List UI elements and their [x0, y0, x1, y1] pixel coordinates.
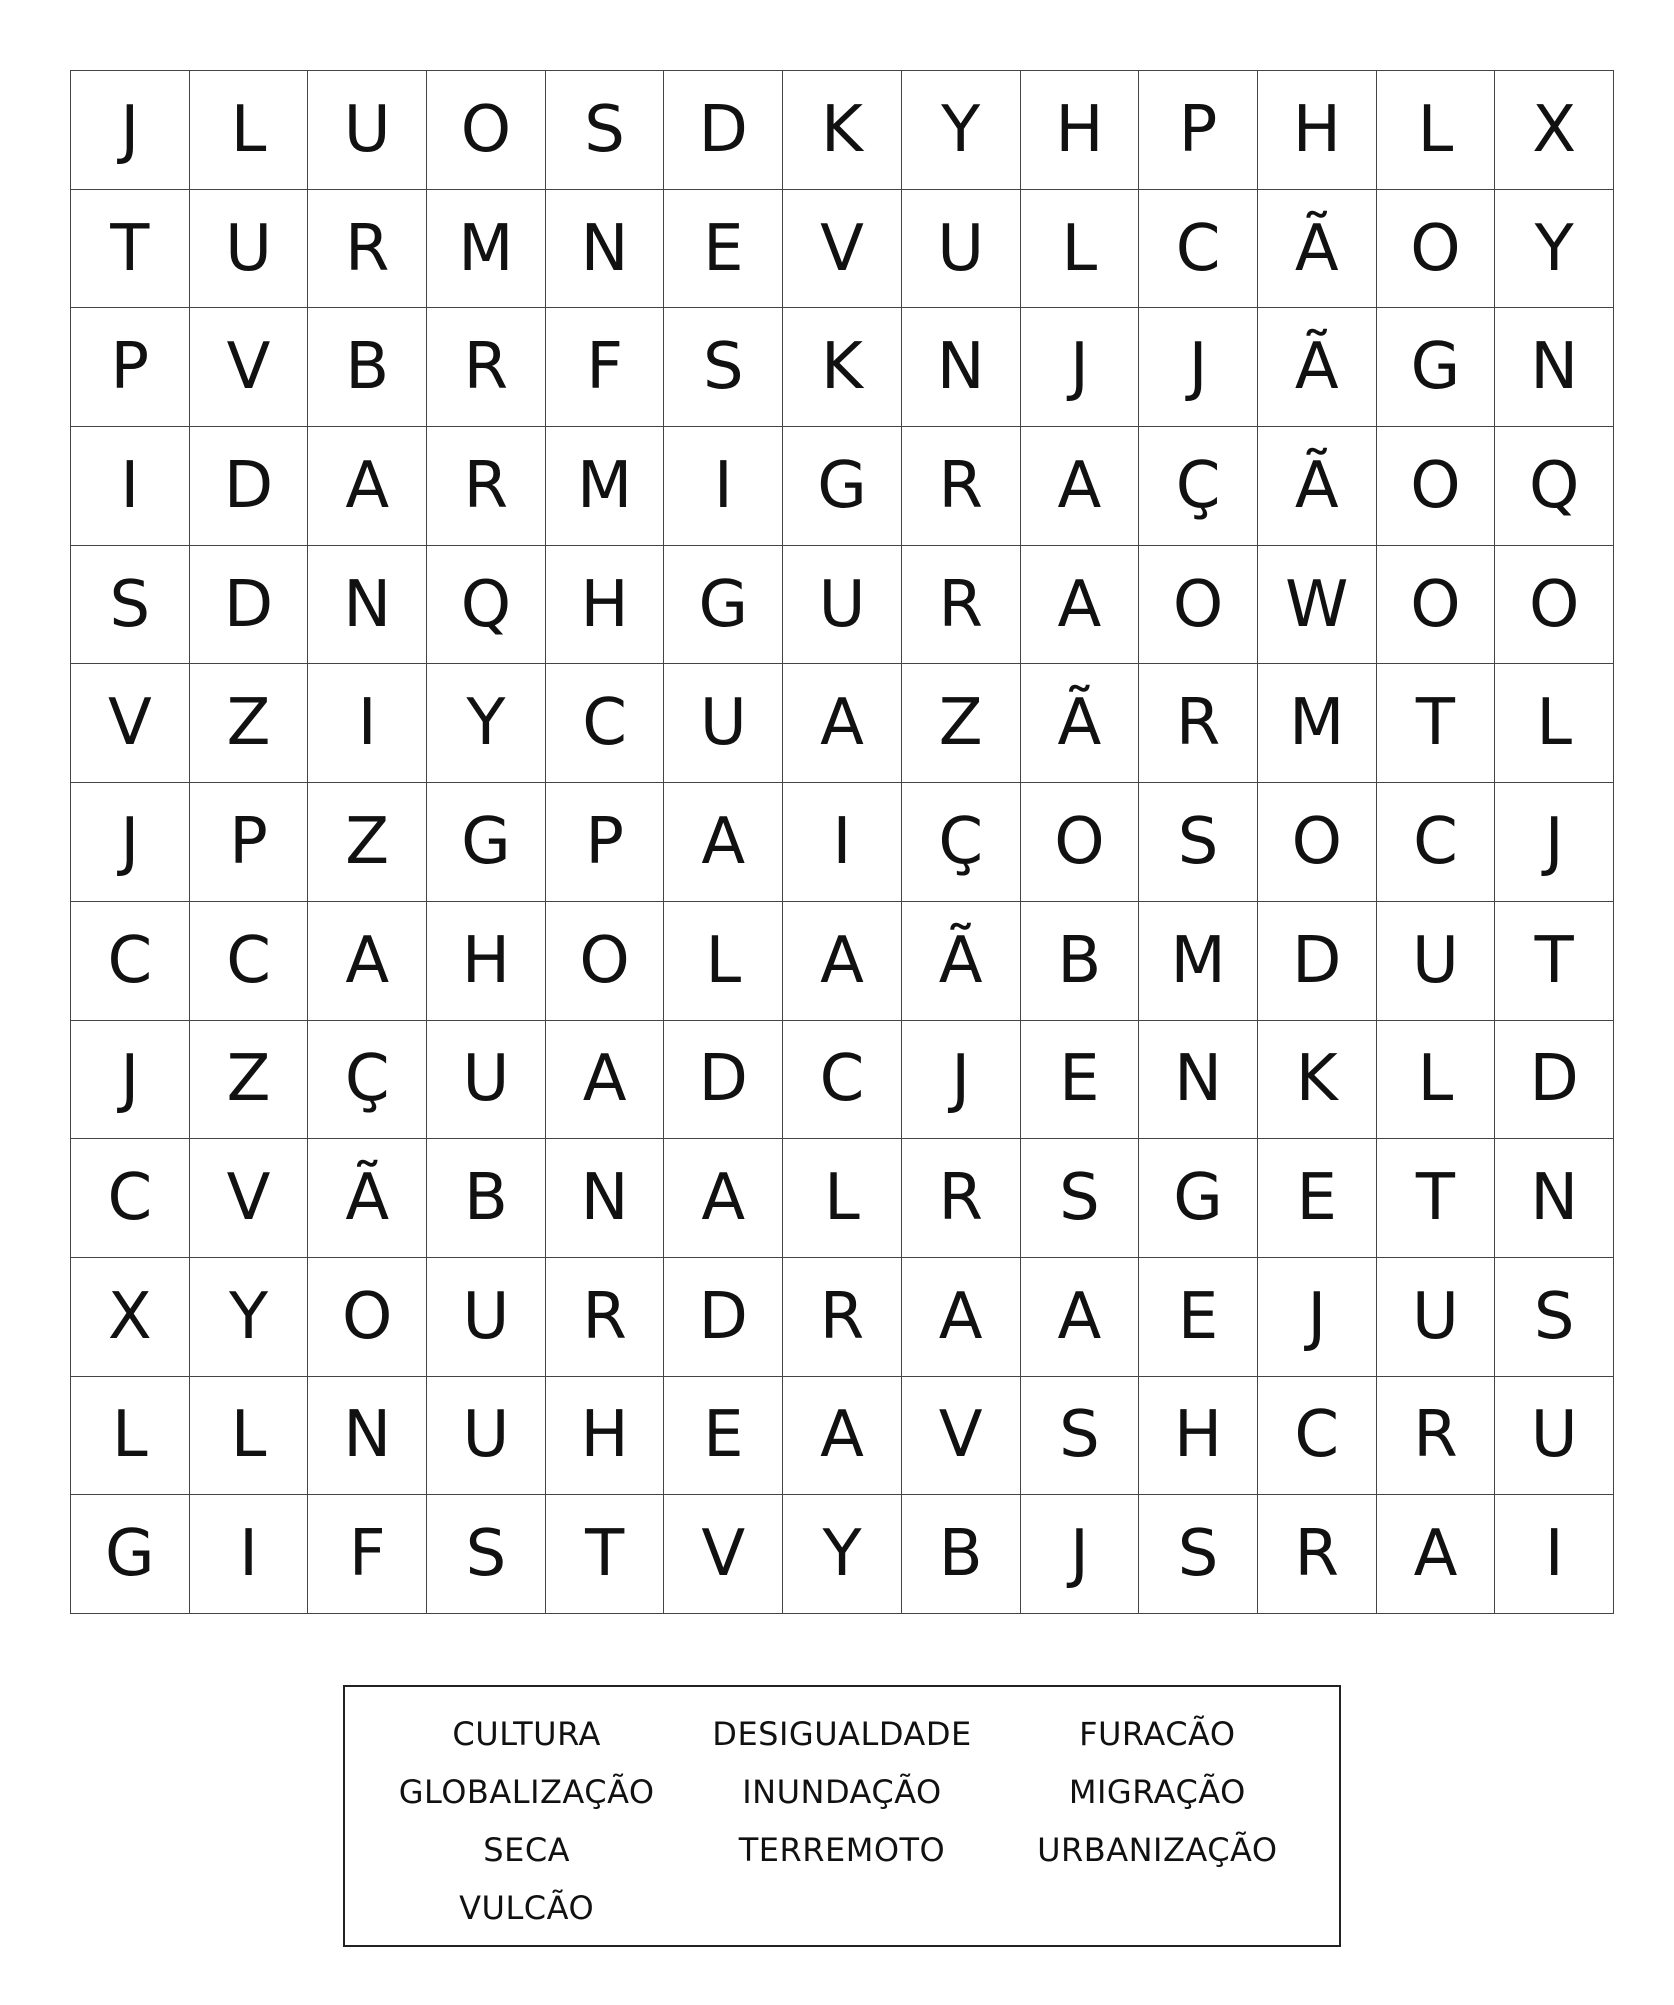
grid-cell[interactable]: Ã [308, 1139, 427, 1258]
grid-cell[interactable]: D [1495, 1021, 1614, 1140]
word-list-item: SECA [483, 1831, 571, 1869]
grid-cell[interactable]: Z [190, 1021, 309, 1140]
grid-cell[interactable]: L [190, 71, 309, 190]
grid-cell[interactable]: H [1139, 1377, 1258, 1496]
grid-cell[interactable]: S [546, 71, 665, 190]
grid-cell[interactable]: J [1021, 308, 1140, 427]
grid-cell[interactable]: N [308, 1377, 427, 1496]
grid-cell[interactable]: A [308, 902, 427, 1021]
grid-cell[interactable]: P [71, 308, 190, 427]
grid-cell[interactable]: U [902, 190, 1021, 309]
grid-cell[interactable]: A [902, 1258, 1021, 1377]
grid-cell[interactable]: W [1258, 546, 1377, 665]
grid-cell[interactable]: O [1139, 546, 1258, 665]
grid-cell[interactable]: K [1258, 1021, 1377, 1140]
grid-cell[interactable]: S [427, 1495, 546, 1614]
grid-cell[interactable]: N [546, 190, 665, 309]
grid-cell[interactable]: S [1495, 1258, 1614, 1377]
grid-cell[interactable]: L [1495, 664, 1614, 783]
grid-cell[interactable]: N [1495, 308, 1614, 427]
grid-cell[interactable]: P [1139, 71, 1258, 190]
grid-cell[interactable]: Ã [1021, 664, 1140, 783]
grid-cell[interactable]: A [1021, 427, 1140, 546]
grid-cell[interactable]: A [546, 1021, 665, 1140]
grid-cell[interactable]: S [71, 546, 190, 665]
grid-cell[interactable]: Ç [1139, 427, 1258, 546]
grid-cell[interactable]: R [1139, 664, 1258, 783]
grid-cell[interactable]: I [1495, 1495, 1614, 1614]
word-list-item: URBANIZAÇÃO [1037, 1831, 1278, 1869]
grid-cell[interactable]: E [1021, 1021, 1140, 1140]
grid-cell[interactable]: D [190, 427, 309, 546]
grid-cell[interactable]: U [427, 1021, 546, 1140]
grid-cell[interactable]: R [902, 1139, 1021, 1258]
grid-cell[interactable]: D [664, 1258, 783, 1377]
grid-cell[interactable]: O [1495, 546, 1614, 665]
grid-cell[interactable]: U [427, 1258, 546, 1377]
grid-cell[interactable]: V [783, 190, 902, 309]
grid-cell[interactable]: G [664, 546, 783, 665]
grid-cell[interactable]: M [427, 190, 546, 309]
grid-cell[interactable]: C [783, 1021, 902, 1140]
grid-cell[interactable]: J [71, 783, 190, 902]
grid-cell[interactable]: L [783, 1139, 902, 1258]
grid-cell[interactable]: O [1377, 427, 1496, 546]
grid-cell[interactable]: R [902, 546, 1021, 665]
grid-cell[interactable]: Q [427, 546, 546, 665]
grid-cell[interactable]: Ã [902, 902, 1021, 1021]
grid-cell[interactable]: R [546, 1258, 665, 1377]
grid-cell[interactable]: I [783, 783, 902, 902]
grid-cell[interactable]: Ã [1258, 308, 1377, 427]
grid-cell[interactable]: Y [427, 664, 546, 783]
grid-cell[interactable]: R [1258, 1495, 1377, 1614]
grid-cell[interactable]: Z [902, 664, 1021, 783]
grid-cell[interactable]: C [1139, 190, 1258, 309]
grid-cell[interactable]: Y [783, 1495, 902, 1614]
grid-cell[interactable]: G [1377, 308, 1496, 427]
grid-cell[interactable]: N [1139, 1021, 1258, 1140]
grid-cell[interactable]: T [546, 1495, 665, 1614]
grid-cell[interactable]: V [190, 1139, 309, 1258]
grid-cell[interactable]: S [1021, 1139, 1140, 1258]
grid-cell[interactable]: C [546, 664, 665, 783]
grid-cell[interactable]: O [1258, 783, 1377, 902]
grid-cell[interactable]: T [1495, 902, 1614, 1021]
grid-cell[interactable]: I [664, 427, 783, 546]
grid-cell[interactable]: Z [190, 664, 309, 783]
grid-cell[interactable]: C [1377, 783, 1496, 902]
grid-cell[interactable]: D [1258, 902, 1377, 1021]
grid-cell[interactable]: C [71, 1139, 190, 1258]
grid-cell[interactable]: F [308, 1495, 427, 1614]
grid-cell[interactable]: A [783, 664, 902, 783]
grid-cell[interactable]: D [664, 1021, 783, 1140]
word-list-item: MIGRAÇÃO [1068, 1773, 1246, 1811]
grid-cell[interactable]: O [308, 1258, 427, 1377]
grid-cell[interactable]: H [546, 1377, 665, 1496]
word-list-item: DESIGUALDADE [712, 1715, 972, 1753]
grid-cell[interactable]: G [783, 427, 902, 546]
grid-cell[interactable]: T [1377, 664, 1496, 783]
word-search-grid [70, 70, 1614, 1614]
word-list-item: VULCÃO [459, 1889, 595, 1927]
grid-cell[interactable]: Ã [1258, 427, 1377, 546]
grid-cell[interactable]: E [1139, 1258, 1258, 1377]
grid-cell[interactable]: H [1258, 71, 1377, 190]
grid-cell[interactable]: O [1377, 546, 1496, 665]
word-list-item: TERREMOTO [738, 1831, 946, 1869]
grid-cell[interactable]: V [190, 308, 309, 427]
grid-cell[interactable]: F [546, 308, 665, 427]
grid-cell[interactable]: H [546, 546, 665, 665]
grid-cell[interactable]: E [1258, 1139, 1377, 1258]
grid-cell[interactable]: G [71, 1495, 190, 1614]
grid-cell[interactable]: U [1377, 1258, 1496, 1377]
grid-cell[interactable]: K [783, 308, 902, 427]
grid-cell[interactable]: K [783, 71, 902, 190]
grid-cell[interactable]: R [427, 427, 546, 546]
grid-cell[interactable]: I [71, 427, 190, 546]
grid-cell[interactable]: M [1139, 902, 1258, 1021]
grid-cell[interactable]: B [1021, 902, 1140, 1021]
grid-cell[interactable]: C [1258, 1377, 1377, 1496]
grid-cell[interactable]: T [1377, 1139, 1496, 1258]
grid-cell[interactable]: C [190, 902, 309, 1021]
grid-cell[interactable]: U [783, 546, 902, 665]
grid-cell[interactable]: U [1377, 902, 1496, 1021]
grid-cell[interactable]: V [71, 664, 190, 783]
grid-cell[interactable]: L [664, 902, 783, 1021]
grid-cell[interactable]: X [71, 1258, 190, 1377]
grid-cell[interactable]: S [664, 308, 783, 427]
grid-cell[interactable]: A [1377, 1495, 1496, 1614]
grid-cell[interactable]: J [71, 71, 190, 190]
grid-cell[interactable]: J [1258, 1258, 1377, 1377]
grid-cell[interactable]: Ç [902, 783, 1021, 902]
grid-cell[interactable]: A [1021, 1258, 1140, 1377]
grid-cell[interactable]: R [308, 190, 427, 309]
grid-cell[interactable]: D [664, 71, 783, 190]
grid-cell[interactable]: D [190, 546, 309, 665]
grid-cell[interactable]: A [664, 783, 783, 902]
grid-cell[interactable]: X [1495, 71, 1614, 190]
grid-cell[interactable]: O [546, 902, 665, 1021]
word-list-item: CULTURA [452, 1715, 601, 1753]
grid-cell[interactable]: S [1139, 1495, 1258, 1614]
grid-cell[interactable]: L [1377, 71, 1496, 190]
grid-cell[interactable]: A [308, 427, 427, 546]
grid-cell[interactable]: U [190, 190, 309, 309]
grid-cell[interactable]: J [1021, 1495, 1140, 1614]
grid-cell[interactable]: J [1139, 308, 1258, 427]
word-list-item: GLOBALIZAÇÃO [398, 1773, 655, 1811]
grid-cell[interactable]: V [664, 1495, 783, 1614]
grid-cell[interactable]: L [71, 1377, 190, 1496]
grid-cell[interactable]: J [71, 1021, 190, 1140]
grid-cell[interactable]: Y [902, 71, 1021, 190]
grid-cell[interactable]: A [664, 1139, 783, 1258]
grid-cell[interactable]: Q [1495, 427, 1614, 546]
grid-cell[interactable]: R [427, 308, 546, 427]
grid-cell[interactable]: B [427, 1139, 546, 1258]
grid-cell[interactable]: I [308, 664, 427, 783]
grid-cell[interactable]: R [783, 1258, 902, 1377]
grid-cell[interactable]: I [190, 1495, 309, 1614]
grid-cell[interactable]: G [1139, 1139, 1258, 1258]
grid-cell[interactable]: E [664, 190, 783, 309]
grid-cell[interactable]: J [902, 1021, 1021, 1140]
grid-cell[interactable]: U [664, 664, 783, 783]
grid-cell[interactable]: V [902, 1377, 1021, 1496]
grid-cell[interactable]: A [1021, 546, 1140, 665]
grid-cell[interactable]: L [1377, 1021, 1496, 1140]
grid-cell[interactable]: G [427, 783, 546, 902]
grid-cell[interactable]: C [71, 902, 190, 1021]
grid-cell[interactable]: U [308, 71, 427, 190]
grid-cell[interactable]: J [1495, 783, 1614, 902]
grid-cell[interactable]: Ã [1258, 190, 1377, 309]
grid-cell[interactable]: S [1021, 1377, 1140, 1496]
grid-cell[interactable]: H [1021, 71, 1140, 190]
word-list-item: INUNDAÇÃO [742, 1773, 942, 1811]
grid-cell[interactable]: Y [1495, 190, 1614, 309]
word-list-item: FURACÃO [1079, 1715, 1236, 1753]
grid-cell[interactable]: R [902, 427, 1021, 546]
grid-cell[interactable]: R [1377, 1377, 1496, 1496]
grid-cell[interactable]: N [1495, 1139, 1614, 1258]
grid-cell[interactable]: O [1021, 783, 1140, 902]
grid-cell[interactable]: P [190, 783, 309, 902]
grid-cell[interactable]: U [1495, 1377, 1614, 1496]
word-list [343, 1685, 1341, 1947]
grid-cell[interactable]: A [783, 902, 902, 1021]
grid-cell[interactable]: M [1258, 664, 1377, 783]
grid-cell[interactable]: E [664, 1377, 783, 1496]
grid-cell[interactable]: P [546, 783, 665, 902]
grid-cell[interactable]: O [1377, 190, 1496, 309]
grid-cell[interactable]: N [308, 546, 427, 665]
grid-cell[interactable]: O [427, 71, 546, 190]
grid-cell[interactable]: H [427, 902, 546, 1021]
grid-cell[interactable]: L [190, 1377, 309, 1496]
grid-cell[interactable]: B [308, 308, 427, 427]
grid-cell[interactable]: T [71, 190, 190, 309]
grid-cell[interactable]: N [902, 308, 1021, 427]
grid-cell[interactable]: S [1139, 783, 1258, 902]
grid-cell[interactable]: M [546, 427, 665, 546]
grid-cell[interactable]: Y [190, 1258, 309, 1377]
grid-cell[interactable]: A [783, 1377, 902, 1496]
grid-cell[interactable]: Ç [308, 1021, 427, 1140]
grid-cell[interactable]: N [546, 1139, 665, 1258]
grid-cell[interactable]: Z [308, 783, 427, 902]
grid-cell[interactable]: L [1021, 190, 1140, 309]
grid-cell[interactable]: B [902, 1495, 1021, 1614]
grid-cell[interactable]: U [427, 1377, 546, 1496]
